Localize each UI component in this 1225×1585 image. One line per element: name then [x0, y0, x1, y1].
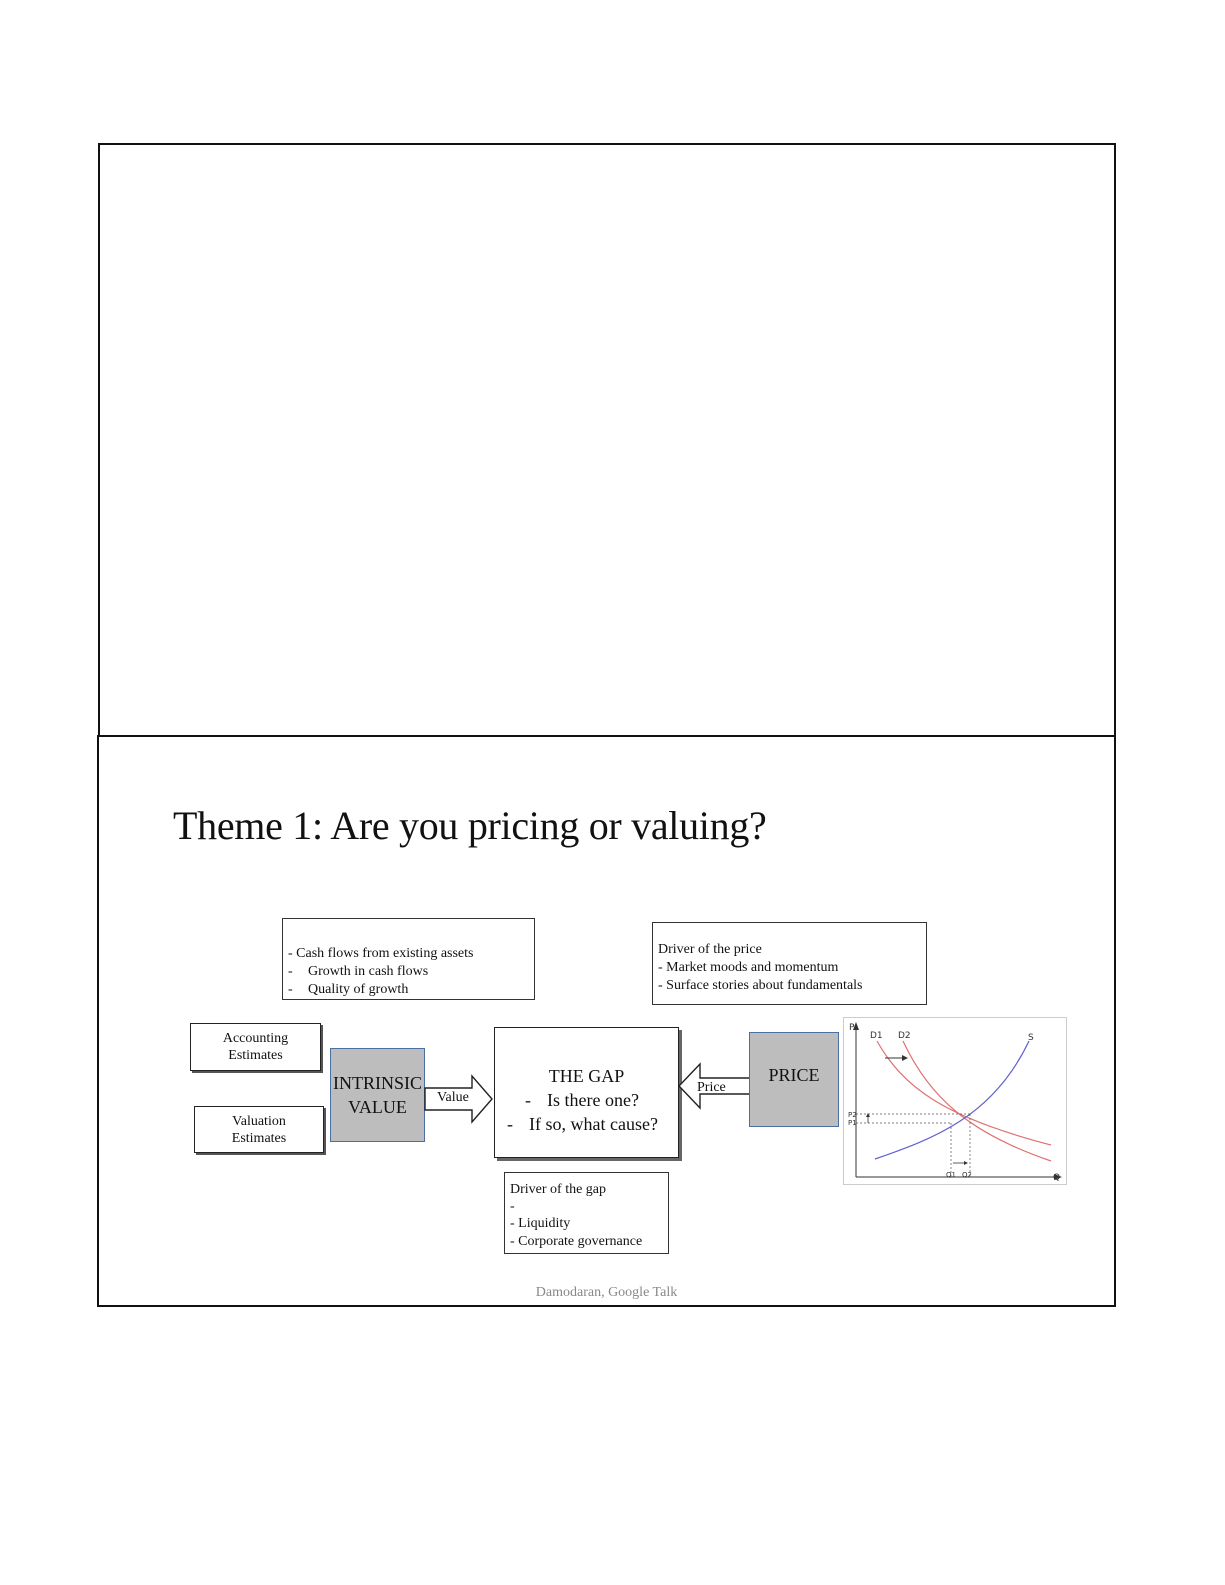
- s-label: S: [1028, 1033, 1034, 1043]
- value-arrow-label: Value: [437, 1090, 469, 1105]
- p2-label: P2: [848, 1111, 857, 1119]
- gap-drivers-heading: Driver of the gap: [510, 1182, 607, 1197]
- gap-question: If so, what cause?: [529, 1114, 658, 1134]
- gap-box: [494, 1027, 679, 1158]
- gap-question: Is there one?: [547, 1090, 639, 1110]
- slide-footer: Damodaran, Google Talk: [535, 1285, 678, 1300]
- gap-driver-line: -: [510, 1199, 515, 1214]
- y-axis-label: P: [849, 1023, 855, 1033]
- value-driver-line: - Cash flows from existing assets: [288, 946, 474, 961]
- accounting-estimates-box: Accounting Estimates: [190, 1023, 321, 1071]
- slide-title: Theme 1: Are you pricing or valuing?: [173, 803, 767, 848]
- gap-drivers-box: [504, 1172, 669, 1254]
- q2-label: Q2: [962, 1171, 972, 1179]
- gap-driver-line: - Liquidity: [510, 1216, 571, 1231]
- d2-label: D2: [898, 1031, 911, 1041]
- blank-slide: [98, 143, 1116, 737]
- value-driver-line: Quality of growth: [308, 982, 409, 997]
- price-box: PRICE: [749, 1032, 839, 1127]
- gap-driver-line: - Corporate governance: [510, 1234, 643, 1249]
- price-drivers-box: [652, 922, 927, 1005]
- gap-title: THE GAP: [548, 1066, 625, 1086]
- price-drivers-heading: Driver of the price: [658, 942, 762, 957]
- intrinsic-value-box: INTRINSIC VALUE: [330, 1048, 425, 1142]
- value-drivers-box: [282, 918, 535, 1000]
- bullet-dash: -: [288, 982, 293, 997]
- bullet-dash: -: [507, 1114, 513, 1134]
- bullet-dash: -: [525, 1090, 531, 1110]
- valuation-estimates-box: Valuation Estimates: [194, 1106, 324, 1153]
- price-driver-line: - Market moods and momentum: [658, 960, 839, 975]
- supply-demand-chart: [843, 1017, 1067, 1185]
- bullet-dash: -: [288, 964, 293, 979]
- price-driver-line: - Surface stories about fundamentals: [658, 978, 863, 993]
- d1-label: D1: [870, 1031, 883, 1041]
- q1-label: Q1: [946, 1171, 956, 1179]
- p1-label: P1: [848, 1119, 857, 1127]
- x-axis-label: Q: [1053, 1173, 1061, 1183]
- value-driver-line: Growth in cash flows: [308, 964, 429, 979]
- price-arrow-label: Price: [697, 1080, 726, 1095]
